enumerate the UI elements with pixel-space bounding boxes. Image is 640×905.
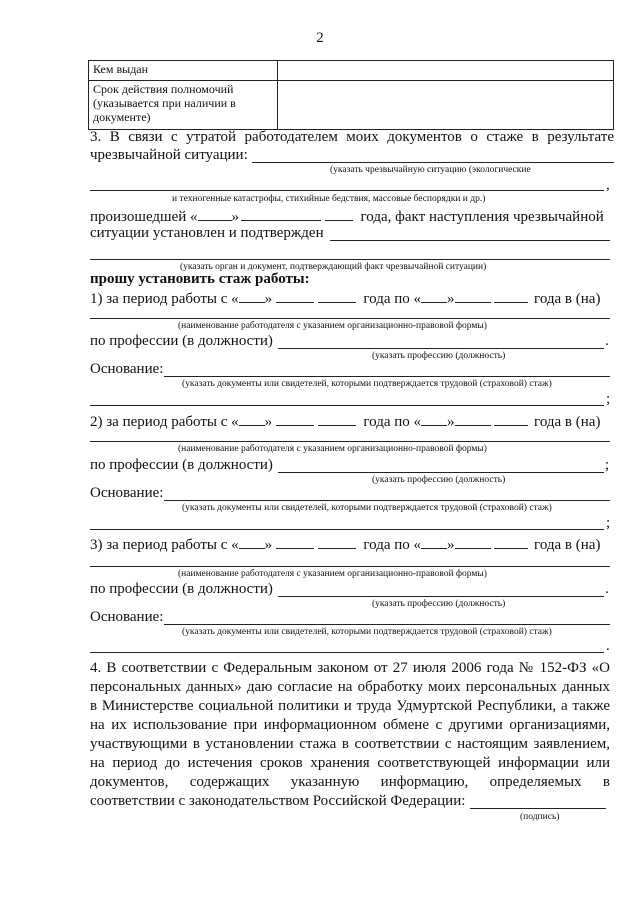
s4-line-3: в Министерстве социальной политики и труда Удмуртской Республики, а также: [90, 698, 610, 714]
period-1-from-day[interactable]: [239, 289, 265, 303]
s4-line-1: 4. В соответствии с Федеральным законом от 27 июля 2006 года № 152-ФЗ «О: [90, 660, 610, 676]
s3-line2: чрезвычайной ситуации:: [90, 147, 248, 163]
period-1-basis-end: ;: [606, 391, 611, 407]
period-3-from-year[interactable]: [318, 535, 356, 549]
period-2-employer-hint: (наименование работодателя с указанием организационно-правовой формы): [178, 444, 487, 454]
period-3-basis-hint: (указать документы или свидетелей, которыми подтверждается трудовой (страховой) стаж): [182, 627, 552, 637]
validity-label-line1: Срок действия полномочий: [93, 82, 234, 96]
period-1-row: [90, 289, 600, 308]
period-1-basis-field-2[interactable]: [90, 405, 604, 406]
validity-label: [89, 81, 278, 130]
period-3-q2: »: [447, 537, 455, 553]
issued-by-field[interactable]: [278, 61, 614, 81]
period-1-to-month[interactable]: [455, 289, 491, 303]
period-2-lead: 2) за период работы с «: [90, 414, 239, 430]
period-1-from-month[interactable]: [276, 289, 314, 303]
s3-hint-disasters: и техногенные катастрофы, стихийные бедствия, массовые беспорядки и др.): [172, 194, 486, 204]
period-2-to-year[interactable]: [494, 412, 528, 426]
period-3-basis-label: Основание:: [90, 609, 164, 625]
s4-line-4: на их использование при информационном обмене с другими организациями,: [90, 717, 610, 733]
s3-occurred-text: произошедшей «: [90, 209, 198, 225]
period-2-basis-label: Основание:: [90, 485, 164, 501]
period-1-q: »: [264, 291, 273, 307]
period-2-basis-end: ;: [606, 515, 611, 531]
request-heading: [90, 270, 310, 288]
period-3-to-month[interactable]: [455, 535, 491, 549]
period-3-basis-field-2[interactable]: [90, 652, 604, 653]
period-1-to-year[interactable]: [494, 289, 528, 303]
period-2-to-month[interactable]: [455, 412, 491, 426]
period-2-to-day[interactable]: [421, 412, 447, 426]
period-2-year-to: года по «: [363, 414, 422, 430]
period-1-prof-end: .: [605, 333, 609, 349]
emergency-day-field[interactable]: [198, 207, 232, 221]
period-2-basis-field-1[interactable]: [164, 500, 610, 501]
period-3-to-day[interactable]: [421, 535, 447, 549]
period-1-q2: »: [447, 291, 455, 307]
period-3-from-month[interactable]: [276, 535, 314, 549]
request-text: прошу установить стаж работы:: [90, 271, 310, 287]
s3-year-fact: года, факт наступления чрезвычайной: [360, 209, 604, 225]
emergency-month-field[interactable]: [241, 207, 321, 221]
period-3-lead: 3) за период работы с «: [90, 537, 239, 553]
period-2-row: [90, 412, 600, 431]
period-1-lead: 1) за период работы с «: [90, 291, 239, 307]
authority-field-1[interactable]: [330, 240, 610, 241]
period-3-basis-end: .: [606, 638, 610, 654]
issued-by-label: Кем выдан: [89, 61, 278, 81]
s4-line-7: документов, содержащих указанную информацию, определяемых в: [90, 774, 610, 790]
period-3-year-to: года по «: [363, 537, 422, 553]
signature-hint: (подпись): [520, 812, 560, 822]
period-2-prof-end: ;: [605, 457, 610, 473]
period-1-profession-field[interactable]: [278, 348, 604, 349]
period-3-q: »: [264, 537, 273, 553]
period-2-profession-field[interactable]: [278, 472, 604, 473]
period-3-prof-end: .: [605, 581, 609, 597]
period-1-year-to: года по «: [363, 291, 422, 307]
period-2-prof-hint: (указать профессию (должность): [372, 475, 506, 485]
emergency-year-field[interactable]: [325, 207, 353, 221]
period-2-from-day[interactable]: [239, 412, 265, 426]
period-1-basis-field-1[interactable]: [164, 376, 610, 377]
period-3-basis-field-1[interactable]: [164, 624, 610, 625]
period-1-basis-label: Основание:: [90, 361, 164, 377]
s4-line-2: персональных данных» даю согласие на обработку моих персональных данных: [90, 679, 610, 695]
period-1-profession-label: по профессии (в должности): [90, 333, 273, 349]
period-3-profession-field[interactable]: [278, 596, 604, 597]
period-3-year-in: года в (на): [534, 537, 601, 553]
s4-line-6: на период до истечения сроков хранения соответствующей информации или: [90, 755, 610, 771]
emergency-field-1[interactable]: [252, 162, 614, 163]
period-2-profession-label: по профессии (в должности): [90, 457, 273, 473]
s3-hint-authority: (указать орган и документ, подтверждающий факт чрезвычайной ситуации): [180, 262, 487, 272]
period-3-employer-hint: (наименование работодателя с указанием организационно-правовой формы): [178, 569, 487, 579]
period-1-year-in: года в (на): [534, 291, 601, 307]
authority-field-2[interactable]: [90, 259, 610, 260]
period-1-to-day[interactable]: [421, 289, 447, 303]
authority-table: [88, 60, 614, 130]
period-2-basis-field-2[interactable]: [90, 529, 604, 530]
period-2-from-year[interactable]: [318, 412, 356, 426]
period-2-q: »: [264, 414, 273, 430]
period-3-prof-hint: (указать профессию (должность): [372, 599, 506, 609]
period-1-prof-hint: (указать профессию (должность): [372, 351, 506, 361]
period-1-employer-field[interactable]: [90, 318, 610, 319]
period-3-to-year[interactable]: [494, 535, 528, 549]
s3-quote-close: »: [231, 209, 240, 225]
s4-line-8: соответствии с законодательством Российской Федерации:: [90, 793, 466, 809]
s3-line4: ситуации установлен и подтвержден: [90, 225, 324, 241]
period-3-profession-label: по профессии (в должности): [90, 581, 273, 597]
validity-label-line2: (указывается при наличии в: [93, 96, 236, 110]
validity-label-line3: документе): [93, 110, 151, 124]
validity-field[interactable]: [278, 81, 614, 130]
period-3-from-day[interactable]: [239, 535, 265, 549]
period-2-year-in: года в (на): [534, 414, 601, 430]
s3-comma: ,: [606, 177, 610, 193]
s4-line-5: участвующими в установлении стажа в соответствии с настоящим заявлением,: [90, 736, 610, 752]
period-2-from-month[interactable]: [276, 412, 314, 426]
period-2-q2: »: [447, 414, 455, 430]
period-3-row: [90, 535, 600, 554]
signature-field[interactable]: [470, 808, 606, 809]
period-1-employer-hint: (наименование работодателя с указанием организационно-правовой формы): [178, 321, 487, 331]
period-3-employer-field[interactable]: [90, 566, 610, 567]
period-1-from-year[interactable]: [318, 289, 356, 303]
period-2-basis-hint: (указать документы или свидетелей, которыми подтверждается трудовой (страховой) стаж): [182, 503, 552, 513]
period-1-basis-hint: (указать документы или свидетелей, которыми подтверждается трудовой (страховой) стаж): [182, 379, 552, 389]
emergency-field-2[interactable]: [90, 190, 604, 191]
s3-line1: 3. В связи с утратой работодателем моих документов о стаже в результате: [90, 129, 614, 145]
period-2-employer-field[interactable]: [90, 441, 610, 442]
s3-hint-emergency: (указать чрезвычайную ситуацию (экологические: [330, 165, 531, 175]
page-number: 2: [316, 30, 324, 46]
